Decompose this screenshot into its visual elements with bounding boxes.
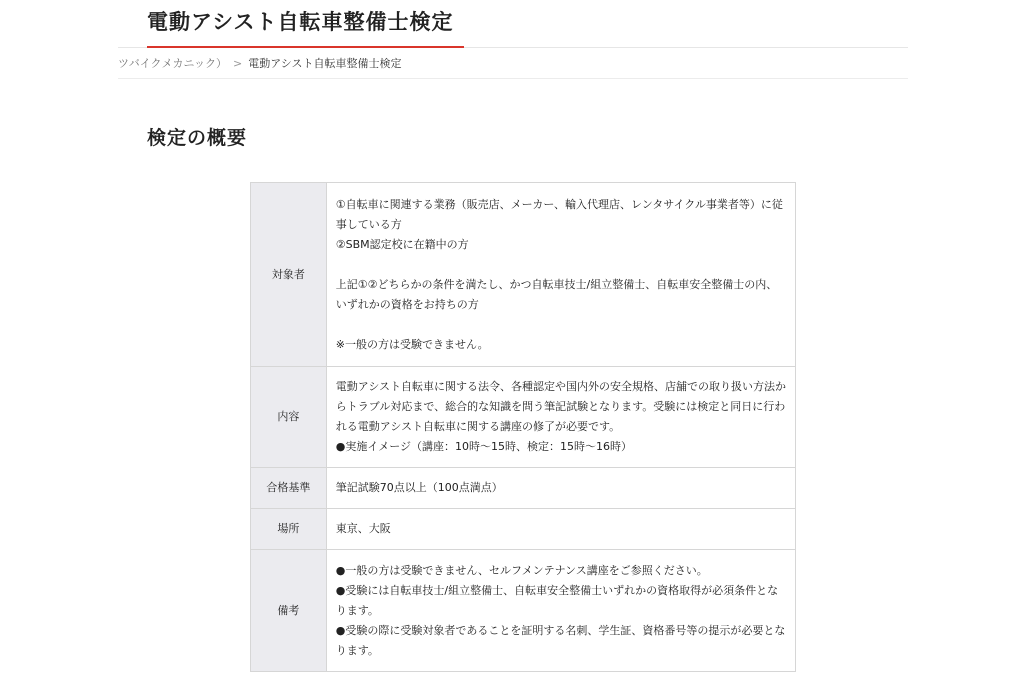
row-label: 対象者 (251, 183, 327, 367)
content-line: れる電動アシスト自転車に関する講座の修了が必要です。 (335, 420, 621, 433)
content-line: 上記①②どちらかの条件を満たし、かつ自転車技士/組立整備士、自転車安全整備士の内、 (335, 277, 778, 291)
content-line: らトラブル対応まで、総合的な知識を問う筆記試験となります。受験には検定と同日に行わ (335, 400, 786, 413)
content-line: ●一般の方は受験できません、セルフメンテナンス講座をご参照ください。 (335, 563, 708, 577)
content-line: ②SBM認定校に在籍中の方 (335, 237, 469, 251)
content-line: ①自転車に関連する業務（販売店、メーカー、輸入代理店、レンタサイクル事業者等）に従 (335, 197, 783, 211)
row-content (326, 550, 795, 672)
breadcrumb-current: 電動アシスト自転車整備士検定 (248, 57, 402, 70)
breadcrumb-link-previous[interactable]: ツバイクメカニック） (118, 57, 228, 70)
row-content (326, 183, 795, 367)
content-line: ります。 (335, 643, 379, 657)
table-row (251, 367, 796, 468)
breadcrumb-divider (118, 78, 908, 79)
blank-line (336, 315, 786, 335)
title-accent-underline (147, 46, 464, 48)
section-title: 検定の概要 (147, 127, 248, 149)
exam-overview-body (251, 183, 796, 672)
row-content (326, 509, 795, 550)
content-line: ●実施イメージ（講座：10時〜15時、検定：15時〜16時） (335, 440, 633, 453)
table-row (251, 550, 796, 672)
row-label: 合格基準 (251, 468, 327, 509)
table-row (251, 468, 796, 509)
content-line: 事している方 (335, 217, 402, 231)
page-header (147, 8, 454, 46)
content-line: 筆記試験70点以上（100点満点） (335, 481, 503, 494)
page-title: 電動アシスト自転車整備士検定 (147, 10, 454, 34)
table-row (251, 509, 796, 550)
row-label: 内容 (251, 367, 327, 468)
blank-line (336, 255, 786, 275)
exam-overview-table (250, 182, 796, 672)
row-content (326, 367, 795, 468)
table-row (251, 183, 796, 367)
row-content (326, 468, 795, 509)
content-line: 電動アシスト自転車に関する法令、各種認定や国内外の安全規格、店舗での取り扱い方法か (335, 380, 786, 393)
content-line: ※一般の方は受験できません。 (335, 337, 489, 351)
breadcrumb-separator: > (233, 57, 243, 70)
row-label: 備考 (251, 550, 327, 672)
breadcrumb (118, 56, 401, 72)
row-label: 場所 (251, 509, 327, 550)
content-line: ります。 (335, 603, 379, 617)
content-line: 東京、大阪 (335, 522, 391, 535)
content-line: いずれかの資格をお持ちの方 (335, 297, 479, 311)
content-line: ●受験には自転車技士/組立整備士、自転車安全整備士いずれかの資格取得が必須条件とな (335, 583, 779, 597)
content-line: ●受験の際に受験対象者であることを証明する名刺、学生証、資格番号等の提示が必要とな (335, 623, 786, 637)
